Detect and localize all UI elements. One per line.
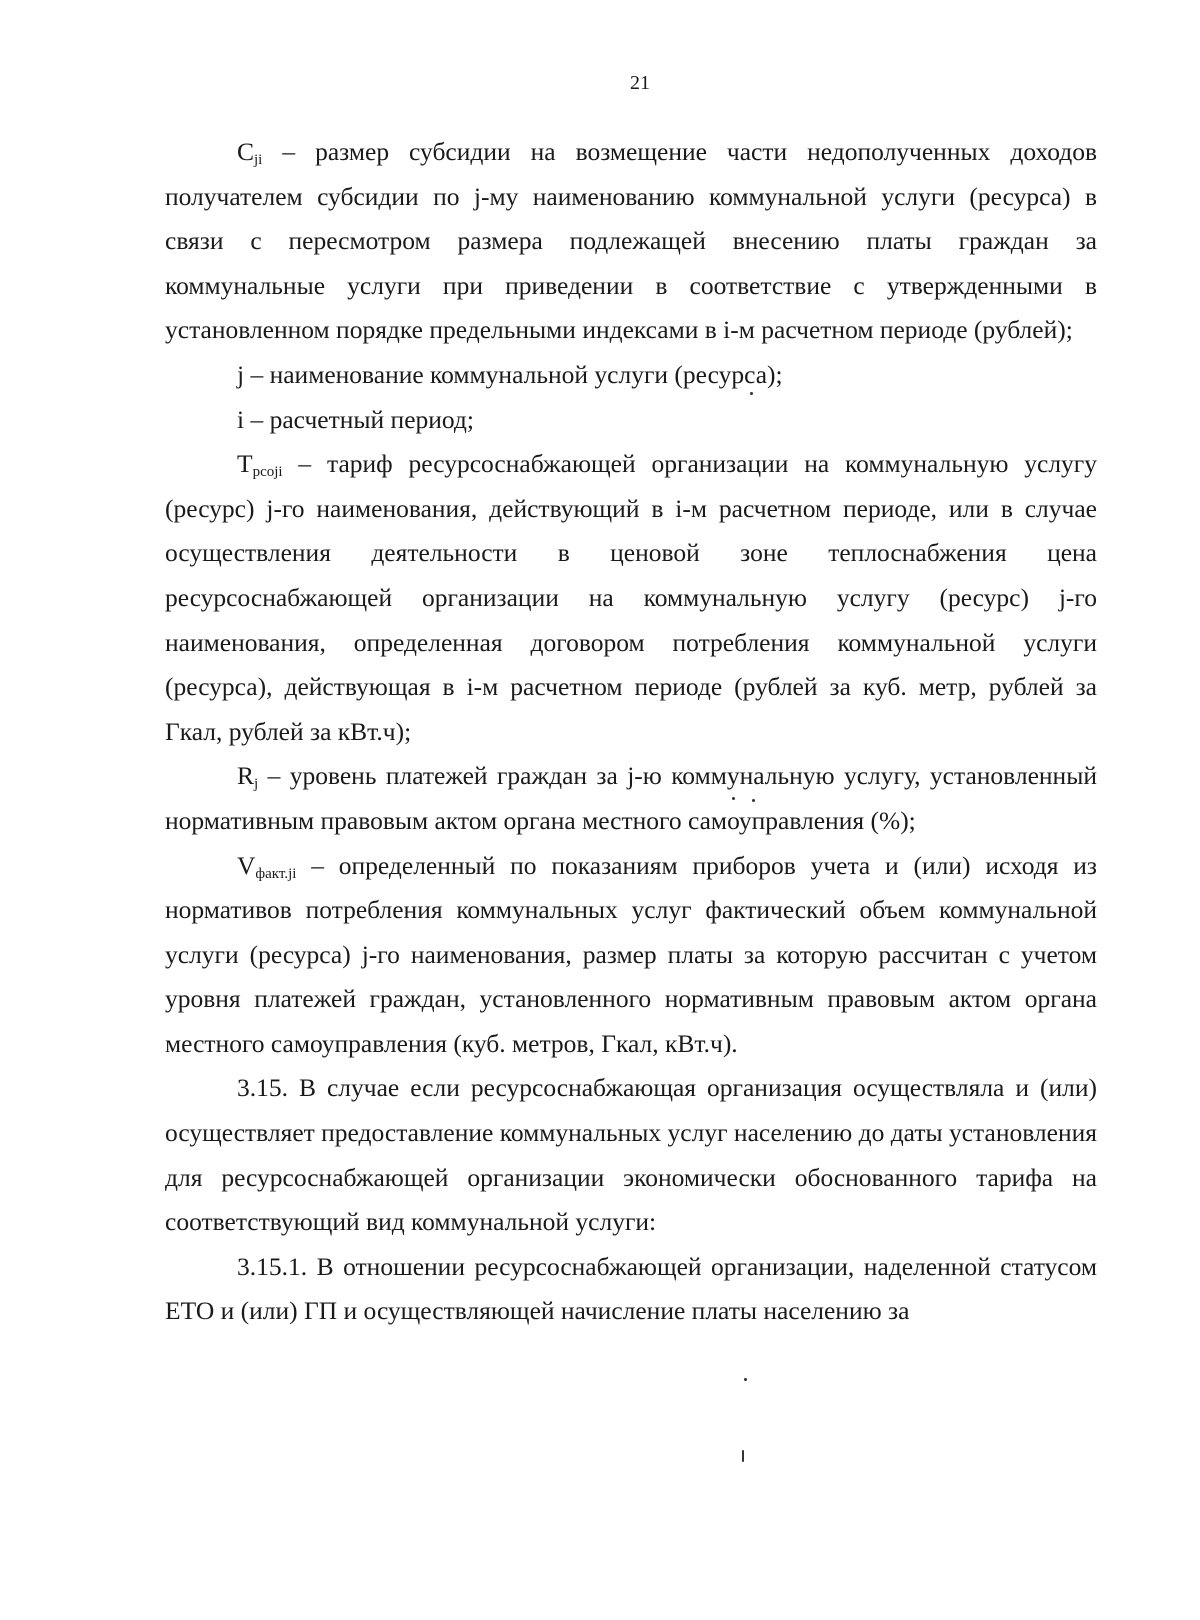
paragraph-text: i – расчетный период; (237, 404, 474, 434)
variable-symbol: V (237, 850, 256, 880)
paragraph-definition-i (165, 398, 1097, 443)
paragraph-text: 3.15.1. В отношении ресурсоснабжающей организации, наделенной статусом ЕТО и (или) ГП и осуществляющей начисление платы населению за (165, 1251, 1097, 1326)
paragraph-text: – определенный по показаниям приборов учета и (или) исходя из нормативов потребления коммунальных услуг фактический объем коммунальной услуги (ресурса) j-го наименования, размер платы за которую рассчитан с учетом уровня платежей граждан, установленного нормативным правовым актом органа местного самоуправления (куб. метров, Гкал, кВт.ч). (165, 850, 1097, 1058)
scan-speck (752, 799, 755, 802)
variable-subscript: pcoji (252, 464, 283, 481)
paragraph-text: – тариф ресурсоснабжающей организации на коммунальную услугу (ресурс) j-го наименования, действующий в i-м расчетном периоде, или в случае осуществления деятельности в ценовой зоне теплоснабжения цена ресурсоснабжающей организации на коммунальную услугу (ресурс) j-го наименования, определенная договором потребления коммунальной услуги (ресурса), действующая в i-м расчетном периоде (рублей за куб. метр, рублей за Гкал, рублей за кВт.ч); (165, 449, 1097, 746)
scan-speck (750, 392, 753, 395)
paragraph-definition-j (165, 353, 1097, 398)
scan-speck (742, 1450, 744, 1462)
variable-subscript: ji (254, 152, 263, 168)
paragraph-definition-t (165, 442, 1097, 754)
variable-subscript: факт.ji (255, 865, 297, 882)
scan-speck (744, 1378, 747, 1381)
document-body (165, 130, 1097, 1334)
paragraph-text: – уровень платежей граждан за j-ю коммунальную услугу, установленный нормативным правовым актом органа местного самоуправления (%); (165, 761, 1097, 835)
paragraph-text: j – наименование коммунальной услуги (ресурса); (237, 359, 783, 389)
variable-symbol: C (237, 137, 255, 166)
variable-symbol: T (237, 449, 253, 479)
paragraph-text: 3.15. В случае если ресурсоснабжающая организация осуществляла и (или) осуществляет предоставление коммунальных услуг населению до даты установления для ресурсоснабжающей организации экономически обоснованного тарифа на соответствующий вид коммунальной услуги: (165, 1073, 1097, 1237)
scan-speck (732, 797, 735, 800)
paragraph-definition-r (165, 754, 1097, 843)
paragraph-definition-v (165, 844, 1097, 1067)
variable-subscript: j (254, 776, 259, 793)
variable-symbol: R (237, 761, 255, 791)
paragraph-definition-c (165, 130, 1097, 353)
paragraph-clause-3-15 (165, 1066, 1097, 1244)
paragraph-text: – размер субсидии на возмещение части недополученных доходов получателем субсидии по j-му наименованию коммунальной услуги (ресурса) в связи с пересмотром размера подлежащей внесению платы граждан за коммунальные услуги при приведении в соответствие с утвержденными в установленном порядке предельными индексами в i-м расчетном периоде (рублей); (165, 137, 1097, 345)
paragraph-clause-3-15-1 (165, 1245, 1097, 1334)
page-number: 21 (630, 72, 650, 94)
